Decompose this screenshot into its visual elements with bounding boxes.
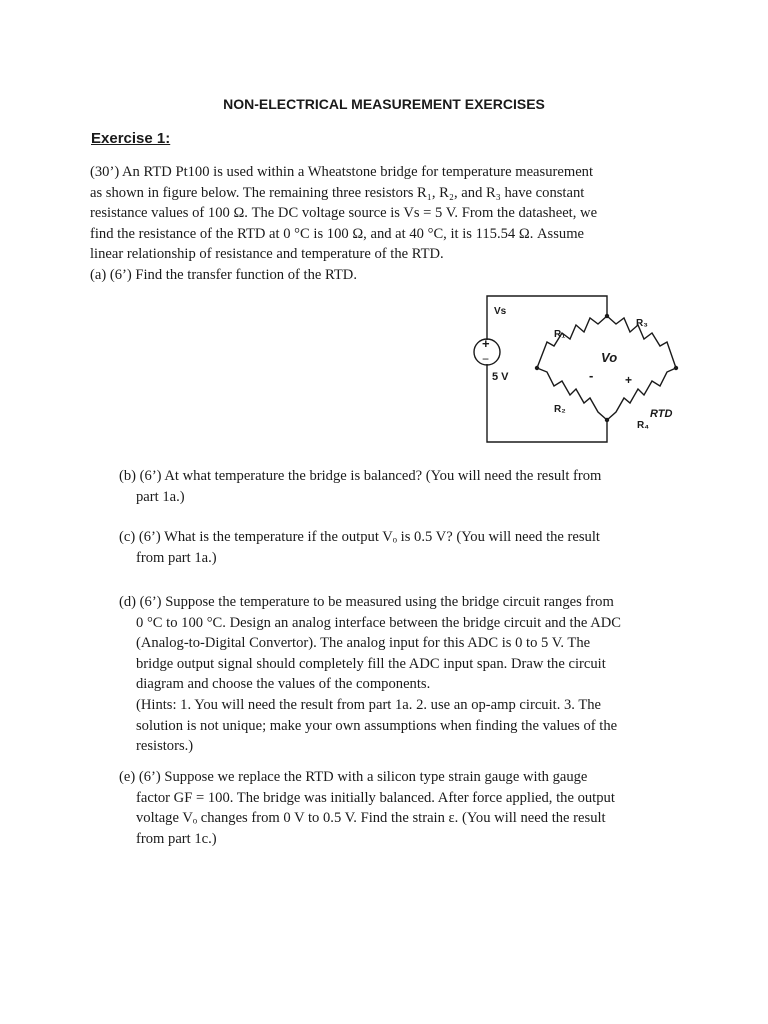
part-e-line: factor GF = 100. The bridge was initially balanced. After force applied, the output bbox=[136, 789, 615, 806]
exercise-intro bbox=[90, 162, 680, 265]
part-d-line: 0 °C to 100 °C. Design an analog interface between the bridge circuit and the ADC bbox=[136, 614, 622, 631]
part-d-line: solution is not unique; make your own assumptions when finding the values of the bbox=[136, 717, 618, 734]
part-d bbox=[119, 592, 679, 757]
part-a: (a) (6’) Find the transfer function of the RTD. bbox=[90, 267, 357, 283]
label-r2: R₂ bbox=[554, 404, 566, 415]
intro-line: as shown in figure below. The remaining three resistors R₁, R₂, and R₃ have constant bbox=[90, 184, 585, 201]
page-title: NON-ELECTRICAL MEASUREMENT EXERCISES bbox=[223, 96, 545, 112]
label-vo: Vo bbox=[601, 350, 618, 365]
resistor-r1 bbox=[537, 316, 607, 368]
node-top bbox=[605, 314, 609, 318]
part-d-line: resistors.) bbox=[136, 738, 194, 755]
resistor-r2 bbox=[537, 368, 607, 420]
wire-top bbox=[487, 296, 607, 340]
node-bottom bbox=[605, 418, 609, 422]
part-c bbox=[119, 527, 679, 568]
part-c-line: (c) (6’) What is the temperature if the output Vₒ is 0.5 V? (You will need the result bbox=[119, 529, 600, 545]
vo-minus: - bbox=[589, 368, 594, 383]
wheatstone-bridge-diagram bbox=[450, 292, 700, 452]
part-b bbox=[119, 466, 679, 507]
label-r4: R₄ bbox=[637, 420, 649, 431]
exercise-heading: Exercise 1: bbox=[91, 130, 171, 147]
part-b-line: (b) (6’) At what temperature the bridge is balanced? (You will need the result from bbox=[119, 468, 602, 484]
label-rtd: RTD bbox=[650, 408, 673, 420]
part-d-line: bridge output signal should completely fill the ADC input span. Draw the circuit bbox=[136, 655, 606, 672]
part-e-line: from part 1c.) bbox=[136, 830, 217, 847]
label-r3: R₃ bbox=[636, 318, 648, 329]
label-r1: R₁ bbox=[554, 329, 566, 340]
part-d-line: diagram and choose the values of the components. bbox=[136, 676, 431, 693]
part-e bbox=[119, 767, 679, 849]
part-d-line: (d) (6’) Suppose the temperature to be measured using the bridge circuit ranges from bbox=[119, 594, 614, 610]
part-e-line: (e) (6’) Suppose we replace the RTD with a silicon type strain gauge with gauge bbox=[119, 769, 588, 785]
intro-line: linear relationship of resistance and temperature of the RTD. bbox=[90, 246, 444, 263]
intro-line: resistance values of 100 Ω. The DC voltage source is Vs = 5 V. From the datasheet, we bbox=[90, 205, 598, 222]
source-plus: + bbox=[482, 336, 490, 351]
node-right bbox=[674, 366, 678, 370]
node-left bbox=[535, 366, 539, 370]
part-d-line: (Analog-to-Digital Convertor). The analog input for this ADC is 0 to 5 V. The bbox=[136, 635, 591, 652]
source-value: 5 V bbox=[492, 371, 509, 383]
part-c-line: from part 1a.) bbox=[136, 549, 217, 566]
source-minus: − bbox=[482, 352, 490, 366]
part-b-line: part 1a.) bbox=[136, 488, 185, 505]
intro-line: (30’) An RTD Pt100 is used within a Wheatstone bridge for temperature measurement bbox=[90, 164, 594, 180]
part-d-line: (Hints: 1. You will need the result from part 1a. 2. use an op-amp circuit. 3. The bbox=[136, 696, 602, 713]
vo-plus: + bbox=[625, 373, 633, 387]
intro-line: find the resistance of the RTD at 0 °C is 100 Ω, and at 40 °C, it is 115.54 Ω. Assume bbox=[90, 225, 585, 242]
part-e-line: voltage Vₒ changes from 0 V to 0.5 V. Find the strain ε. (You will need the result bbox=[136, 810, 606, 827]
source-label: Vs bbox=[494, 306, 507, 317]
